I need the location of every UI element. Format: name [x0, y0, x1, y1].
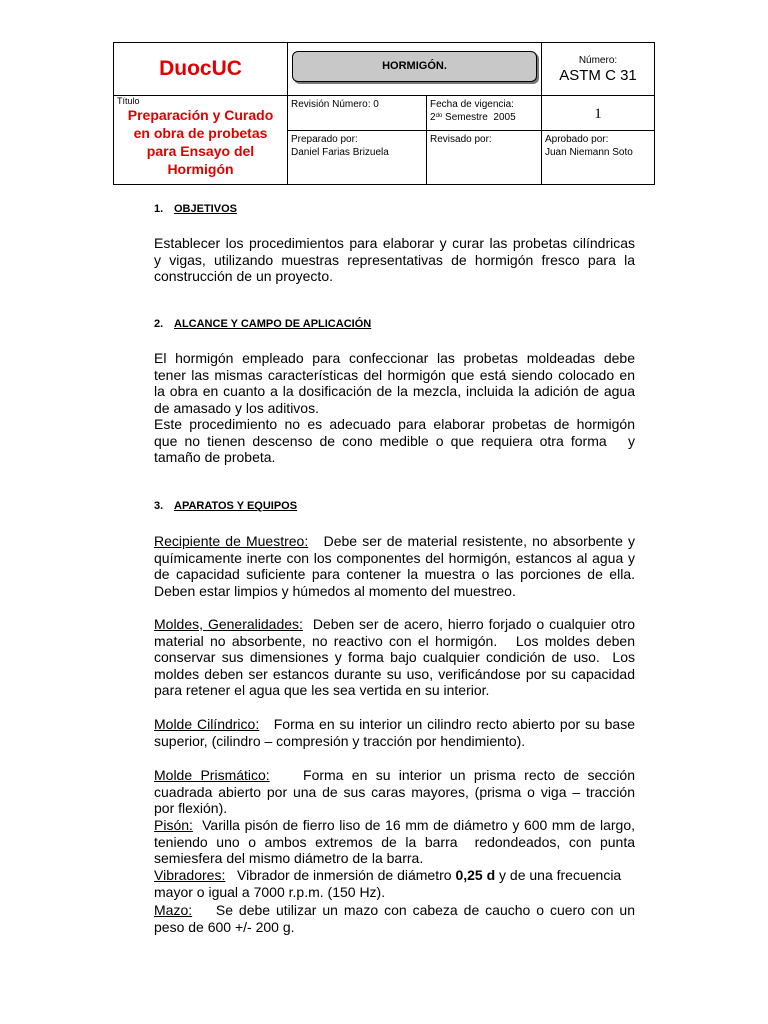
title-line: para Ensayo del: [146, 143, 255, 159]
term-definition: Vibrador de inmersión de diámetro: [225, 867, 456, 883]
text-line: que no tienen descenso de cono medible o que requiera otra forma y: [154, 432, 635, 449]
approved-name: Juan Niemann Soto: [545, 147, 633, 158]
doc-type-label: HORMIGÓN.: [382, 60, 447, 72]
section-title: ALCANCE Y CAMPO DE APLICACIÓN: [174, 318, 372, 330]
term-definition: Debe ser de material resistente, no absorbente y: [308, 533, 635, 549]
mazo-paragraph: [154, 902, 635, 935]
text-line: construcción de un proyecto.: [154, 268, 333, 284]
title-line: Preparación y Curado: [127, 107, 274, 123]
date-value: [430, 111, 516, 124]
term-prismatico: Molde Prismático:: [154, 767, 270, 783]
approved-caption: Aprobado por:: [545, 134, 609, 145]
logo: DuocUC: [159, 57, 242, 80]
term-definition: Varilla pisón de fierro liso de 16 mm de diámetro y 600 mm de largo,: [192, 817, 635, 833]
prepared-cell: [287, 130, 427, 185]
prepared-name: Daniel Farias Brizuela: [291, 147, 389, 158]
vibradores-paragraph: [154, 867, 635, 900]
text-line: la obra en cuanto a la dosificación de la mezcla, incluida la adición de agua: [154, 383, 635, 399]
text-line: y vigas, utilizando muestras representativas de hormigón fresco para la: [154, 251, 635, 268]
date-cell: [426, 95, 542, 131]
text-line: [154, 616, 635, 633]
date-sup: do: [435, 113, 443, 119]
text-line: peso de 600 +/- 200 g.: [154, 918, 295, 935]
page-number: 1: [594, 106, 602, 122]
document-title: [114, 106, 287, 178]
text-line: de capacidad suficiente para contener la muestra o las porciones de ella.: [154, 566, 635, 582]
text-line: mayor o igual a 7000 r.p.m. (150 Hz).: [154, 883, 386, 900]
section-title: OBJETIVOS: [174, 203, 237, 215]
section-title: APARATOS Y EQUIPOS: [174, 500, 298, 512]
text-line: Establecer los procedimientos para elaborar y curar las probetas cilíndricas: [154, 235, 635, 251]
term-cilindrico: Molde Cilíndrico:: [154, 716, 260, 732]
text-line: [154, 767, 635, 784]
doc-type-box: [292, 51, 537, 82]
reviewed-caption: Revisado por:: [430, 134, 492, 145]
term-moldes: Moldes, Generalidades:: [154, 616, 303, 632]
moldes-paragraph: [154, 616, 635, 699]
recipiente-paragraph: [154, 533, 635, 599]
date-caption: Fecha de vigencia:: [430, 99, 514, 110]
revision-cell: [287, 95, 427, 131]
text-line: Deben estar limpios y húmedos al momento del muestreo.: [154, 582, 516, 599]
section-heading-objetivos: [154, 203, 237, 215]
text-line: por flexión).: [154, 800, 228, 816]
term-definition: Forma en su interior un prisma recto de sección: [269, 767, 635, 783]
text-line: de amasado y los aditivos.: [154, 399, 319, 416]
term-recipiente: Recipiente de Muestreo:: [154, 533, 309, 549]
text-line: [154, 902, 635, 919]
alcance-paragraph: [154, 350, 635, 466]
number-cell: [541, 42, 655, 96]
text-line: tener las mismas características del hormigón que está siendo colocado en: [154, 366, 635, 383]
term-mazo: Mazo:: [154, 902, 193, 918]
term-definition: Se debe utilizar un mazo con cabeza de caucho o cuero con un: [192, 902, 635, 918]
text-line: [154, 817, 635, 834]
term-definition-cont: y de una frecuencia: [495, 867, 622, 883]
term-definition: Deben ser de acero, hierro forjado o cualquier otro: [302, 616, 635, 632]
text-line: [154, 533, 635, 550]
section-heading-alcance: [154, 318, 371, 330]
pison-paragraph: [154, 817, 635, 867]
text-line: [154, 716, 635, 733]
text-line: semiesfera del mismo diámetro de la barra.: [154, 850, 424, 866]
text-line: moldes deben ser estancos durante su uso, verificándose por su capacidad: [154, 665, 635, 682]
text-line: para retener el agua que les sea vertida en su interior.: [154, 682, 490, 698]
prismatico-paragraph: [154, 767, 635, 817]
text-line: material no absorbente, no reactivo con el hormigón. Los moldes deben: [154, 632, 635, 649]
section-heading-aparatos: [154, 500, 297, 512]
page-cell: [541, 95, 655, 131]
number-caption: Número:: [578, 55, 618, 66]
section-number: 3.: [154, 500, 164, 512]
date-pre: 2: [430, 112, 436, 123]
document-header-table: [113, 42, 655, 185]
text-line: Este procedimiento no es adecuado para elaborar probetas de hormigón: [154, 416, 635, 432]
text-line: superior, (cilindro – compresión y tracción por hendimiento).: [154, 732, 526, 749]
title-caption: Título: [117, 96, 140, 106]
prepared-caption: Preparado por:: [291, 134, 358, 145]
section-number: 1.: [154, 203, 164, 215]
text-line: conservar sus dimensiones y forma bajo cualquier condición de uso. Los: [154, 649, 635, 665]
term-pison: Pisón:: [154, 817, 193, 833]
revision-number: Revisión Número: 0: [291, 99, 379, 110]
section-number: 2.: [154, 318, 164, 330]
logo-cell: [113, 42, 288, 96]
text-line: El hormigón empleado para confeccionar las probetas moldeadas debe: [154, 350, 635, 366]
doc-type-cell: [287, 42, 542, 96]
objetivos-paragraph: [154, 235, 635, 285]
title-line: en obra de probetas: [133, 125, 268, 141]
diameter-value: 0,25 d: [455, 867, 496, 883]
text-line: tamaño de probeta.: [154, 449, 276, 465]
date-post: Semestre 2005: [442, 112, 516, 123]
number-value: ASTM C 31: [559, 67, 637, 84]
text-line: cuadrada abierto por una de sus caras mayores, (prisma o viga – tracción: [154, 783, 635, 800]
reviewed-cell: [426, 130, 542, 185]
text-line: químicamente inerte con los componentes del hormigón, estancos al agua y: [154, 549, 635, 566]
title-cell: [113, 95, 288, 185]
title-line: Hormigón: [167, 161, 234, 177]
term-definition: Forma en su interior un cilindro recto abierto por su base: [259, 716, 635, 732]
text-line: [154, 867, 635, 884]
approved-cell: [541, 130, 655, 185]
term-vibradores: Vibradores:: [154, 867, 226, 883]
text-line: teniendo uno o ambos extremos de la barra redondeados, con punta: [154, 833, 635, 850]
cilindrico-paragraph: [154, 716, 635, 749]
